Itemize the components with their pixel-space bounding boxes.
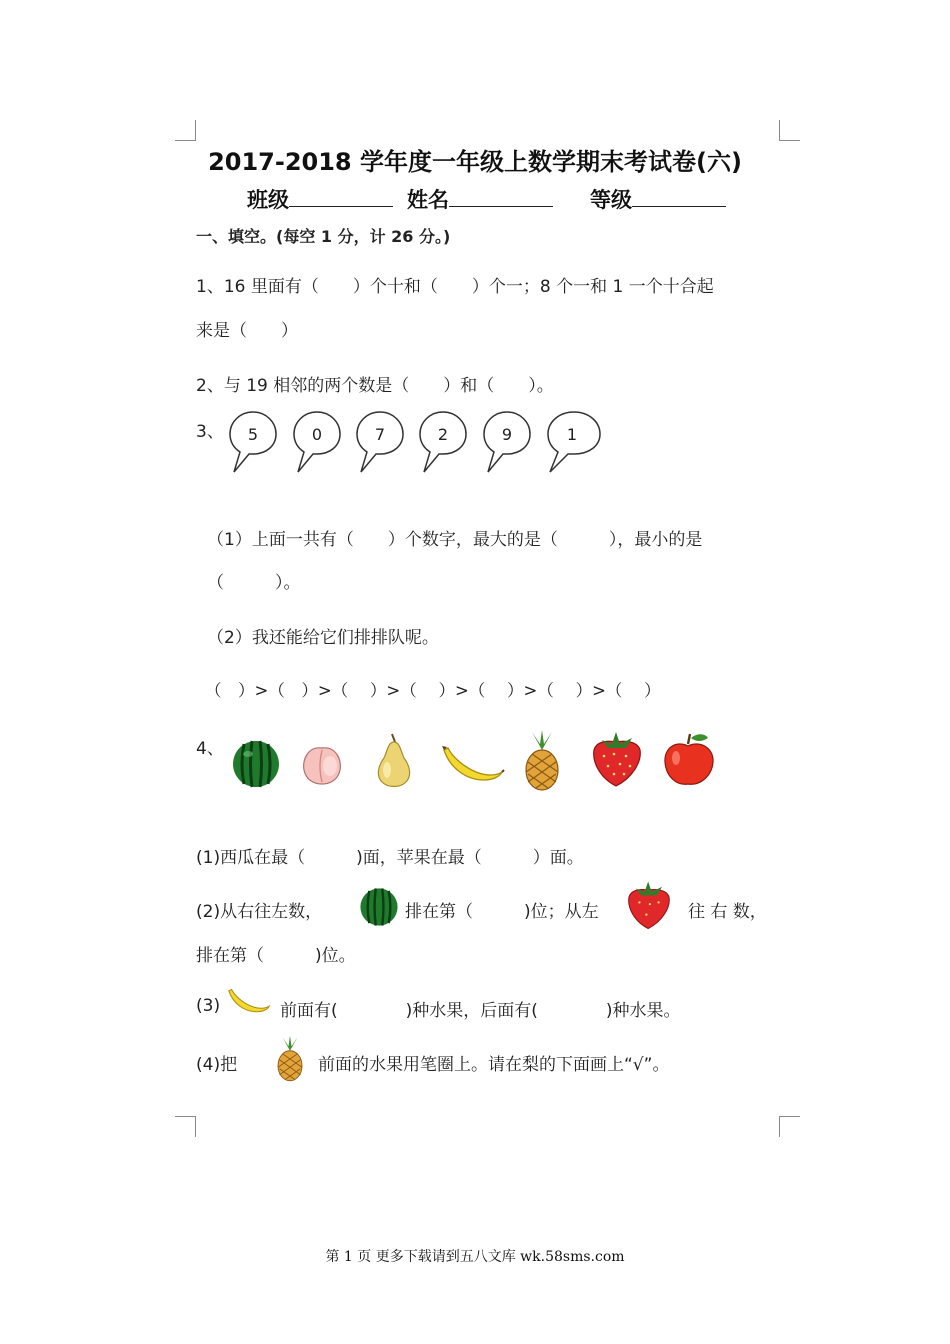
- class-blank: [289, 186, 393, 207]
- page-footer: 第 1 页 更多下载请到五八文库 wk.58sms.com: [325, 1249, 625, 1265]
- number-bubble-icon: [353, 408, 407, 476]
- crop-mark-top-right: [779, 120, 800, 141]
- question-3-part-1-line-1: （1）上面一共有（ ）个数字，最大的是（ ），最小的是: [207, 530, 703, 550]
- exam-title: 2017-2018 学年度一年级上数学期末考试卷(六): [208, 148, 742, 176]
- question-4-part-1: (1)西瓜在最（ )面，苹果在最（ ）面。: [196, 848, 584, 868]
- pineapple-icon: [272, 1034, 308, 1084]
- number-bubble-icon: [226, 408, 280, 476]
- question-1-line-2: 来是（ ）: [196, 321, 298, 341]
- bubble-number: 7: [374, 425, 386, 444]
- name-label: 姓名: [407, 188, 449, 212]
- question-4-label: 4、: [196, 739, 224, 759]
- pineapple-icon: [518, 730, 566, 792]
- banana-icon: [226, 986, 272, 1018]
- name-blank: [449, 186, 553, 207]
- watermelon-icon: [230, 738, 282, 790]
- question-4-part-3-a: (3): [196, 996, 221, 1016]
- question-4-part-4-b: 前面的水果用笔圈上。请在梨的下面画上“√”。: [318, 1055, 670, 1075]
- number-bubble-icon: [290, 408, 344, 476]
- question-1-line-1: 1、16 里面有（ ）个十和（ ）个一；8 个一和 1 一个十合起: [196, 277, 714, 297]
- question-4-part-2-b: 排在第（ )位；从左: [405, 902, 599, 922]
- grade-label: 等级: [590, 188, 632, 212]
- question-4-part-3-b: 前面有( )种水果，后面有( )种水果。: [280, 1001, 681, 1021]
- pear-icon: [370, 732, 418, 790]
- question-2: 2、与 19 相邻的两个数是（ ）和（ ）。: [196, 376, 554, 396]
- crop-mark-top-left: [175, 120, 196, 141]
- question-4-part-4-a: (4)把: [196, 1055, 238, 1075]
- name-field: [407, 184, 553, 214]
- strawberry-icon: [586, 728, 648, 790]
- crop-mark-bottom-right: [779, 1116, 800, 1137]
- strawberry-icon: [622, 878, 676, 932]
- number-bubble-icon: [544, 408, 604, 476]
- apple-icon: [660, 730, 718, 790]
- grade-blank: [632, 186, 726, 207]
- watermelon-icon: [358, 886, 400, 928]
- question-4-part-2-line-2: 排在第（ )位。: [196, 946, 356, 966]
- question-4-part-2-c: 往 右 数，: [688, 902, 767, 922]
- section-heading: 一、填空。(每空 1 分，计 26 分。): [196, 227, 451, 246]
- number-bubble-icon: [480, 408, 534, 476]
- ordering-row: （ ）>（ ）>（ ）>（ ）>（ ）>（ ）>（ ）: [205, 681, 661, 700]
- question-3-label: 3、: [196, 422, 224, 442]
- question-3-part-1-line-2: （ ）。: [207, 573, 301, 593]
- question-4-part-2-a: (2)从右往左数，: [196, 902, 323, 922]
- bubble-number: 2: [437, 425, 449, 444]
- crop-mark-bottom-left: [175, 1116, 196, 1137]
- number-bubble-icon: [416, 408, 470, 476]
- question-3-part-2: （2）我还能给它们排排队呢。: [207, 628, 439, 648]
- bubble-number: 9: [501, 425, 513, 444]
- peach-icon: [298, 740, 346, 788]
- class-label: 班级: [247, 188, 289, 212]
- bubble-number: 0: [311, 425, 323, 444]
- class-field: [247, 184, 393, 214]
- bubble-number: 1: [566, 425, 578, 444]
- bubble-number: 5: [247, 425, 259, 444]
- banana-icon: [440, 744, 506, 788]
- grade-field: [590, 184, 726, 214]
